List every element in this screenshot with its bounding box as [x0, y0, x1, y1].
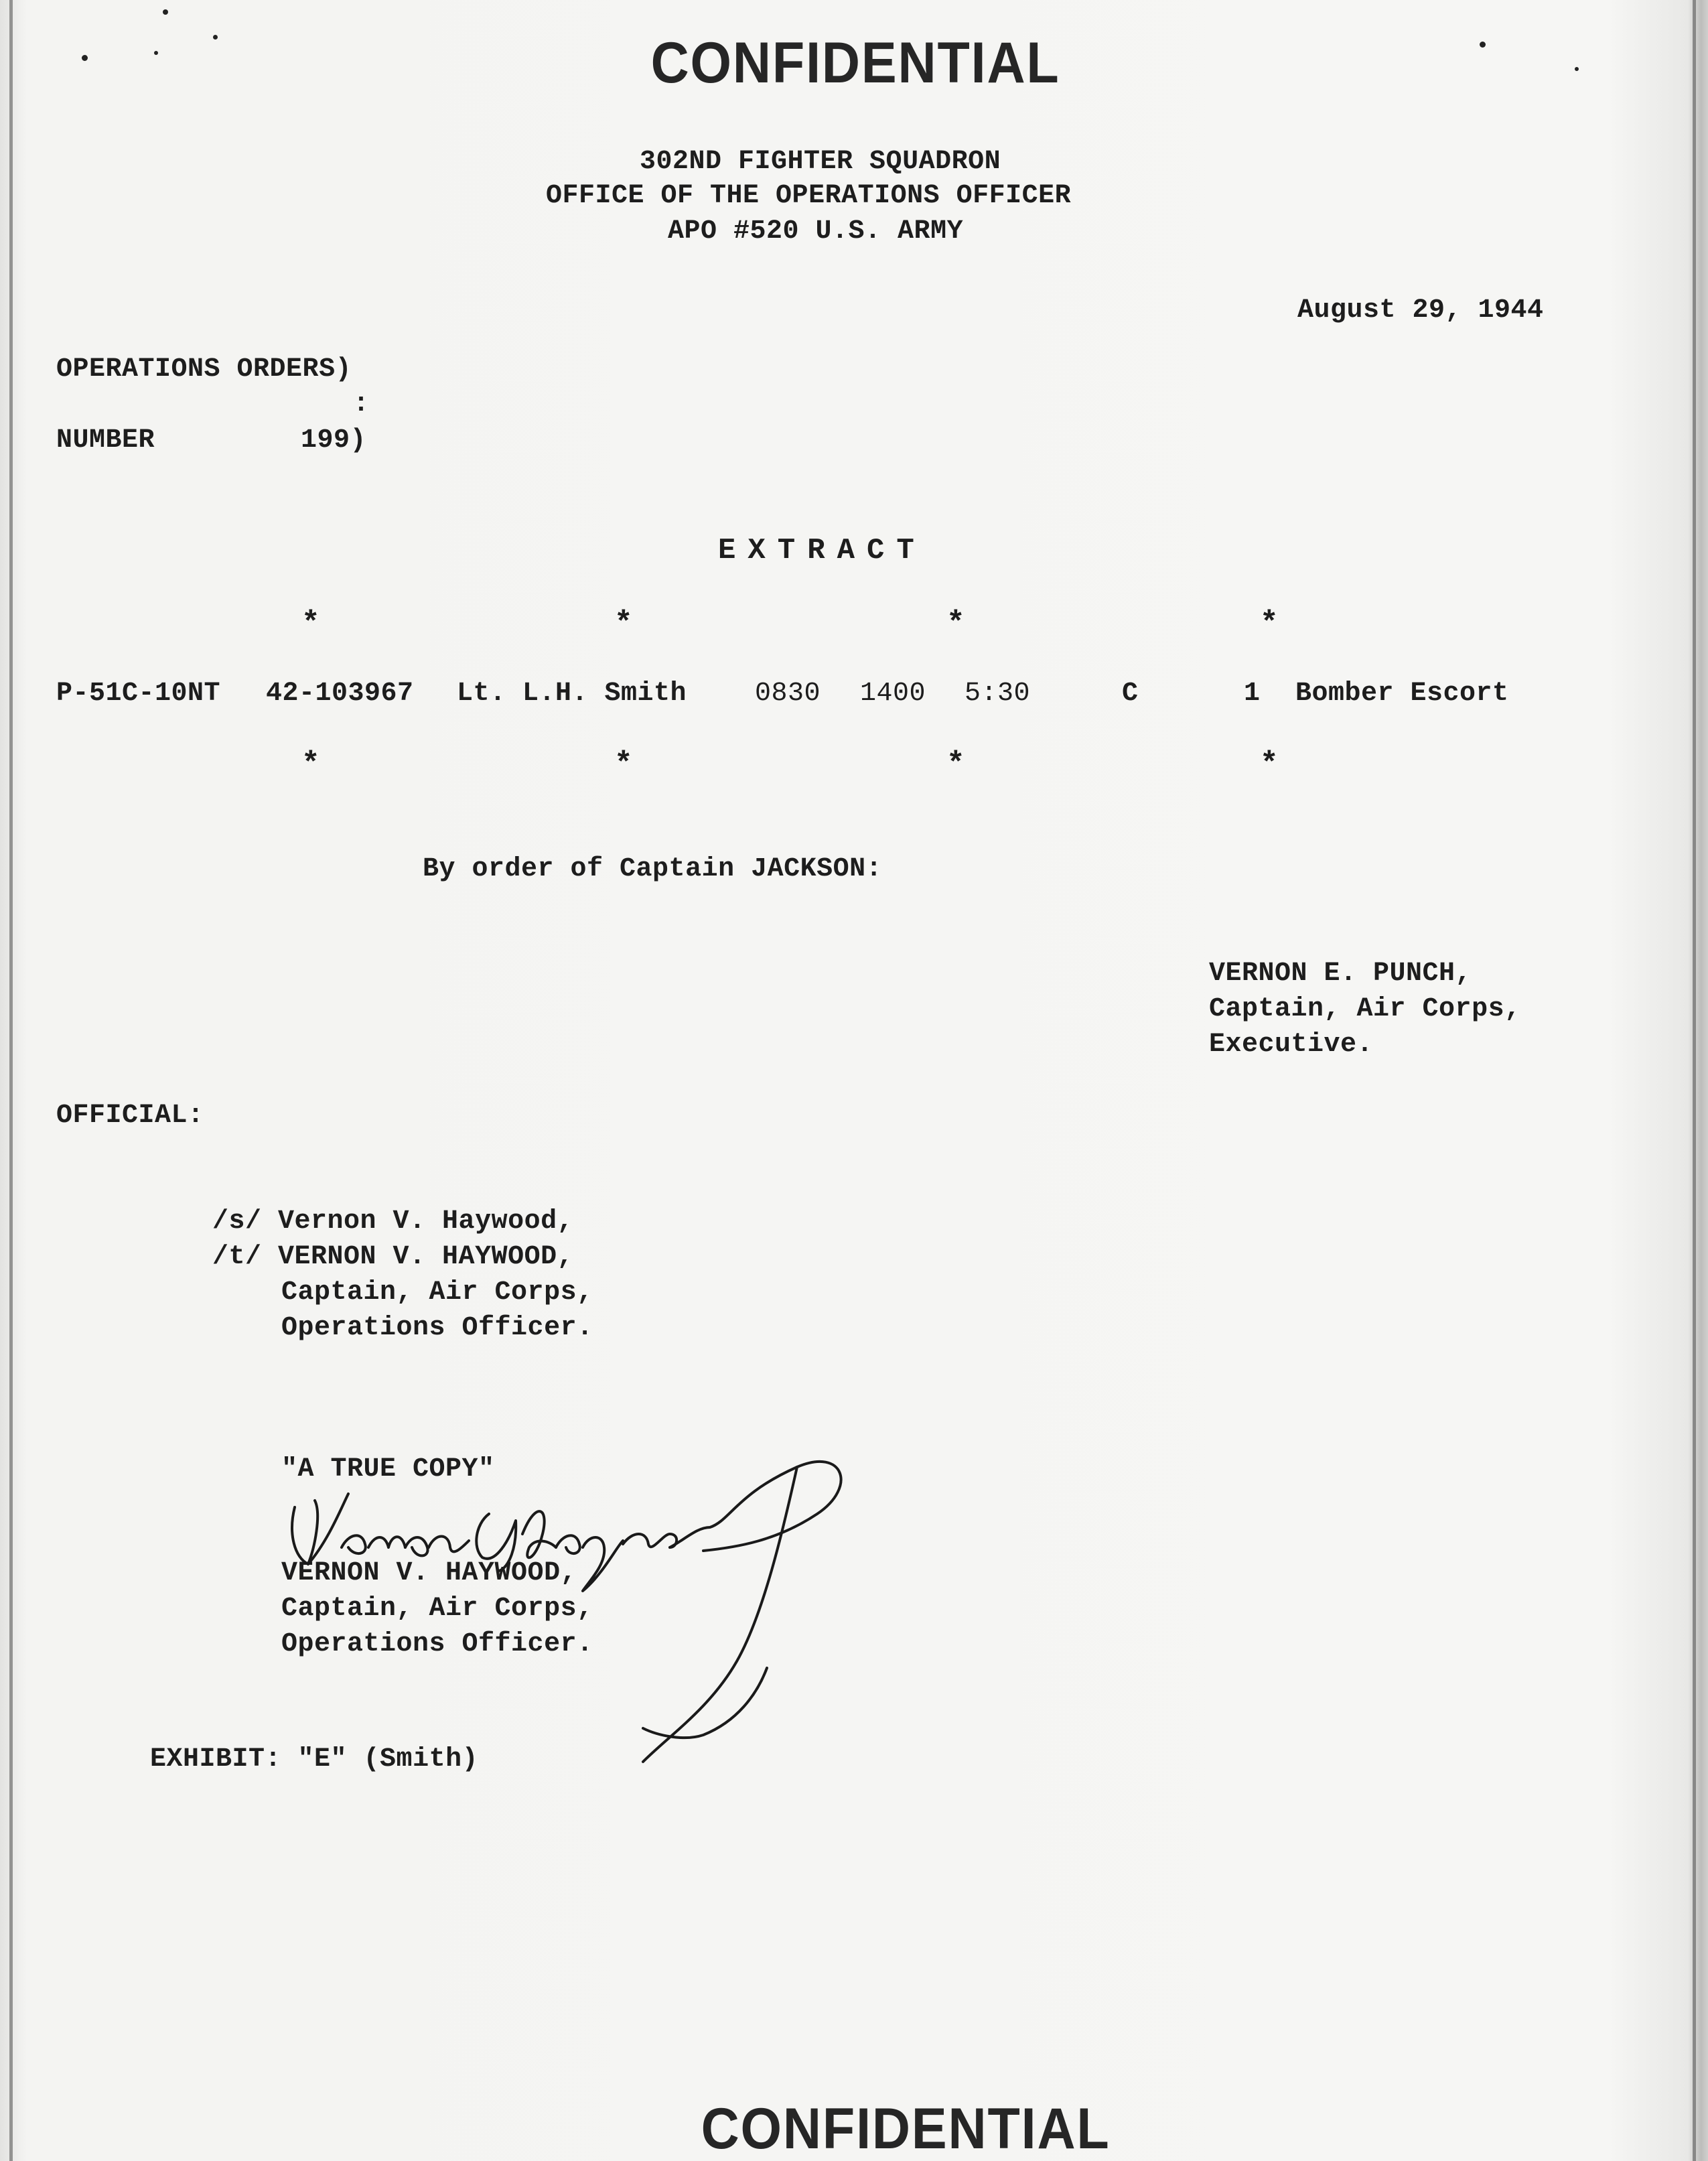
official-typed: /t/ VERNON V. HAYWOOD,	[212, 1242, 574, 1272]
speck	[82, 55, 88, 61]
executive-title: Executive.	[1209, 1030, 1374, 1060]
confidential-stamp-top: CONFIDENTIAL	[650, 31, 1060, 95]
takeoff-time: 0830	[755, 679, 821, 709]
separator-star: *	[301, 747, 320, 782]
aircraft-serial: 42-103967	[266, 679, 414, 709]
separator-star: *	[946, 606, 965, 641]
apo-heading: APO #520 U.S. ARMY	[668, 216, 964, 247]
handwritten-signature	[268, 1447, 871, 1782]
true-copy-title: Operations Officer.	[281, 1629, 593, 1659]
office-heading: OFFICE OF THE OPERATIONS OFFICER	[546, 181, 1072, 211]
separator-star: *	[614, 747, 633, 782]
separator-star: *	[1260, 606, 1279, 641]
executive-name: VERNON E. PUNCH,	[1209, 959, 1472, 989]
speck	[213, 35, 218, 40]
true-copy-label: "A TRUE COPY"	[281, 1454, 495, 1484]
aircraft-type: P-51C-10NT	[56, 679, 221, 709]
left-page-edge	[9, 0, 13, 2161]
speck	[1480, 42, 1486, 48]
separator-star: *	[1260, 747, 1279, 782]
operations-orders-label: OPERATIONS ORDERS)	[56, 354, 352, 385]
separator-star: *	[301, 606, 320, 641]
confidential-stamp-bottom: CONFIDENTIAL	[701, 2097, 1111, 2161]
separator-star: *	[946, 747, 965, 782]
extract-title: EXTRACT	[718, 534, 926, 567]
true-copy-name: VERNON V. HAYWOOD,	[281, 1558, 577, 1588]
true-copy-rank: Captain, Air Corps,	[281, 1594, 593, 1624]
exhibit-label: EXHIBIT: "E" (Smith)	[150, 1744, 479, 1774]
number-label: NUMBER	[56, 425, 155, 456]
speck	[154, 51, 158, 55]
executive-rank: Captain, Air Corps,	[1209, 994, 1521, 1024]
speck	[1575, 67, 1579, 71]
separator-star: *	[614, 606, 633, 641]
order-authority: By order of Captain JACKSON:	[423, 854, 883, 884]
order-date: August 29, 1944	[1297, 295, 1544, 326]
number-value: 199)	[301, 425, 367, 456]
right-page-edge	[1693, 0, 1696, 2161]
landing-time: 1400	[860, 679, 926, 709]
orders-colon: :	[353, 389, 370, 419]
official-signed: /s/ Vernon V. Haywood,	[212, 1206, 574, 1237]
mission-code: C	[1122, 679, 1139, 709]
unit-heading: 302ND FIGHTER SQUADRON	[640, 147, 1001, 177]
mission-type: Bomber Escort	[1295, 679, 1509, 709]
flight-duration: 5:30	[965, 679, 1031, 709]
official-label: OFFICIAL:	[56, 1101, 204, 1131]
pilot-name: Lt. L.H. Smith	[457, 679, 687, 709]
sortie-count: 1	[1244, 679, 1261, 709]
speck	[163, 9, 168, 15]
official-title: Operations Officer.	[281, 1313, 593, 1343]
official-rank: Captain, Air Corps,	[281, 1277, 593, 1308]
